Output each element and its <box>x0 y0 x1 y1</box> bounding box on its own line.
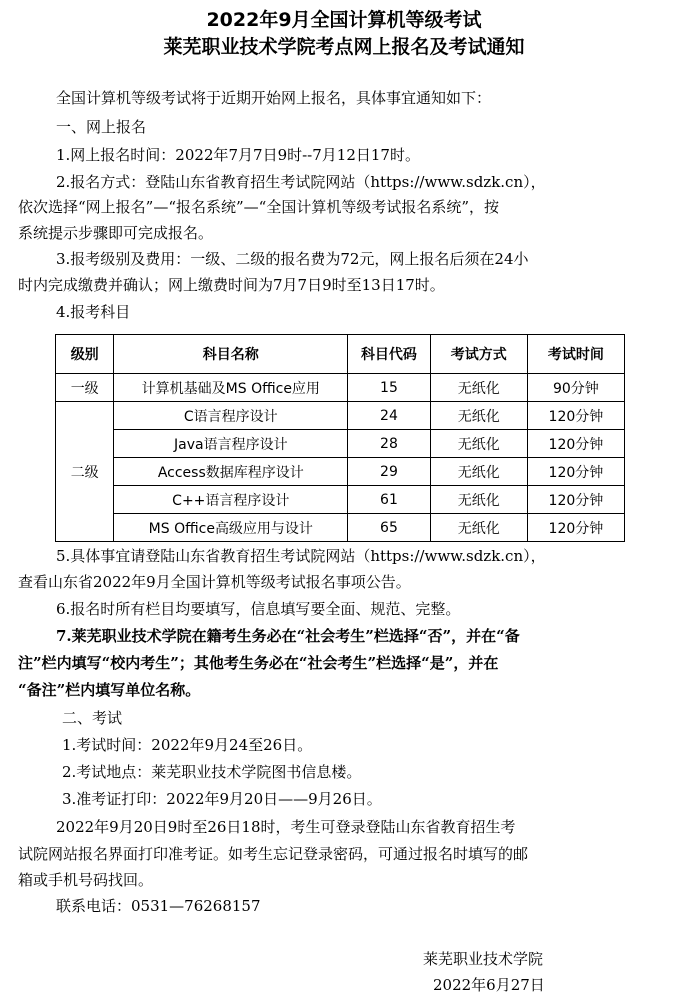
levels-fees-line1: 3.报考级别及费用：一级、二级的报名费为72元，网上报名后须在24小 <box>56 250 529 268</box>
subject-code-cell: 24 <box>348 402 430 430</box>
exam-mode-cell: 无纸化 <box>430 486 527 514</box>
exam-mode-cell: 无纸化 <box>430 430 527 458</box>
details-line2: 查看山东省2022年9月全国计算机等级考试报名事项公告。 <box>18 573 411 591</box>
details-line1: 5.具体事宜请登陆山东省教育招生考试院网站（https://www.sdzk.cn）， <box>56 547 546 565</box>
subject-code-cell: 28 <box>348 430 430 458</box>
important-note-line2: 注”栏内填写“校内考生”；其他考生务必在“社会考生”栏选择“是”，并在 <box>18 654 499 672</box>
print-instructions-line2: 试院网站报名界面打印准考证。如考生忘记登录密码，可通过报名时填写的邮 <box>18 845 529 863</box>
issuing-organization: 莱芜职业技术学院 <box>423 950 544 968</box>
table-header-row <box>56 335 625 374</box>
header-exam-mode: 考试方式 <box>430 335 527 374</box>
subject-name-cell: MS Office高级应用与设计 <box>114 514 348 542</box>
level-cell: 一级 <box>56 374 114 402</box>
exam-mode-cell: 无纸化 <box>430 458 527 486</box>
exam-mode-cell: 无纸化 <box>430 402 527 430</box>
fill-requirement: 6.报名时所有栏目均要填写，信息填写要全面、规范、完整。 <box>56 600 461 618</box>
exam-time: 1.考试时间：2022年9月24至26日。 <box>62 736 313 754</box>
contact-phone: 联系电话：0531—76268157 <box>56 897 261 915</box>
exam-mode-cell: 无纸化 <box>430 514 527 542</box>
subject-code-cell: 29 <box>348 458 430 486</box>
document-title-line2: 莱芜职业技术学院考点网上报名及考试通知 <box>163 36 525 58</box>
subject-name-cell: 计算机基础及MS Office应用 <box>114 374 348 402</box>
subject-code-cell: 65 <box>348 514 430 542</box>
issue-date: 2022年6月27日 <box>433 976 545 994</box>
section1-heading: 一、网上报名 <box>56 118 147 136</box>
subjects-table <box>55 334 625 542</box>
table-row <box>56 458 625 486</box>
table-row <box>56 486 625 514</box>
table-row <box>56 402 625 430</box>
exam-duration-cell: 120分钟 <box>527 514 624 542</box>
subject-code-cell: 15 <box>348 374 430 402</box>
exam-duration-cell: 120分钟 <box>527 402 624 430</box>
print-instructions-line3: 箱或手机号码找回。 <box>18 871 154 889</box>
subject-name-cell: C++语言程序设计 <box>114 486 348 514</box>
intro-text: 全国计算机等级考试将于近期开始网上报名，具体事宜通知如下： <box>56 89 492 107</box>
registration-method-line1: 2.报名方式：登陆山东省教育招生考试院网站（https://www.sdzk.cn）， <box>56 173 546 191</box>
admission-ticket-print: 3.准考证打印：2022年9月20日——9月26日。 <box>62 790 382 808</box>
exam-duration-cell: 120分钟 <box>527 486 624 514</box>
section2-heading: 二、考试 <box>62 709 123 727</box>
subject-name-cell: Java语言程序设计 <box>114 430 348 458</box>
table-row <box>56 430 625 458</box>
subject-code-cell: 61 <box>348 486 430 514</box>
document-title-line1: 2022年9月全国计算机等级考试 <box>206 9 482 31</box>
registration-time: 1.网上报名时间：2022年7月7日9时--7月12日17时。 <box>56 146 420 164</box>
important-note-line1: 7.莱芜职业技术学院在籍考生务必在“社会考生”栏选择“否”，并在“备 <box>56 627 520 645</box>
important-note-line3: “备注”栏内填写单位名称。 <box>18 681 201 699</box>
print-instructions-line1: 2022年9月20日9时至26日18时，考生可登录登陆山东省教育招生考 <box>56 818 516 836</box>
header-subject-code: 科目代码 <box>348 335 430 374</box>
header-level: 级别 <box>56 335 114 374</box>
exam-duration-cell: 120分钟 <box>527 430 624 458</box>
exam-location: 2.考试地点：莱芜职业技术学院图书信息楼。 <box>62 763 362 781</box>
header-subject-name: 科目名称 <box>114 335 348 374</box>
exam-duration-cell: 90分钟 <box>527 374 624 402</box>
subjects-heading: 4.报考科目 <box>56 303 131 321</box>
table-row <box>56 514 625 542</box>
exam-mode-cell: 无纸化 <box>430 374 527 402</box>
levels-fees-line2: 时内完成缴费并确认；网上缴费时间为7月7日9时至13日17时。 <box>18 276 445 294</box>
level-cell: 二级 <box>56 402 114 542</box>
registration-method-line3: 系统提示步骤即可完成报名。 <box>18 224 214 242</box>
subject-name-cell: Access数据库程序设计 <box>114 458 348 486</box>
registration-method-line2: 依次选择“网上报名”—“报名系统”—“全国计算机等级考试报名系统”，按 <box>18 198 500 216</box>
subject-name-cell: C语言程序设计 <box>114 402 348 430</box>
header-exam-duration: 考试时间 <box>527 335 624 374</box>
table-row <box>56 374 625 402</box>
exam-duration-cell: 120分钟 <box>527 458 624 486</box>
